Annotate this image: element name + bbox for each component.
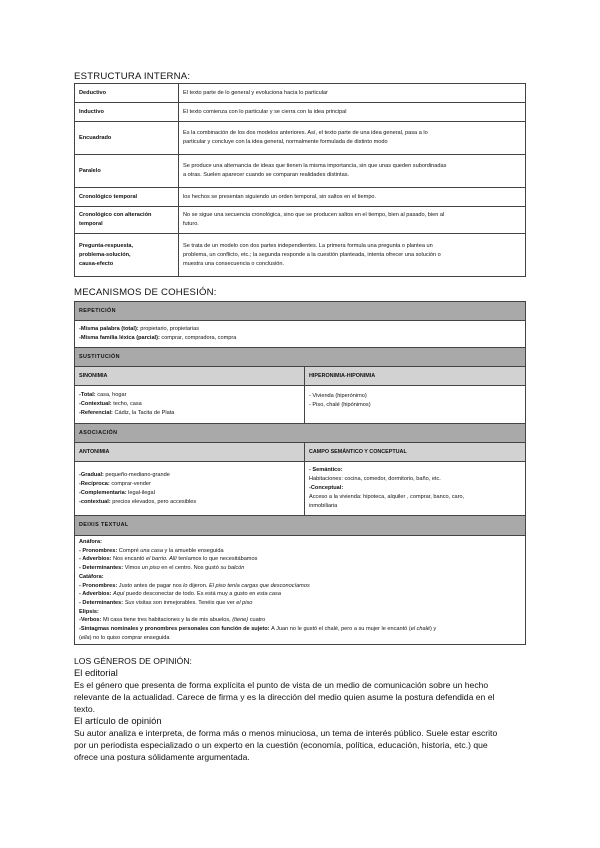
content-line	[79, 391, 300, 400]
deixis-segment: - Pronombres:	[79, 547, 119, 554]
text-line: ofrece una postura sólidamente argumentada.	[74, 752, 250, 762]
deixis-segment: El piso tenía cargas que desconocíamos	[209, 582, 310, 589]
deixis-segment: Elipsis:	[79, 608, 99, 615]
deixis-line	[79, 599, 521, 608]
deixis-segment: - Adverbios:	[79, 591, 113, 598]
label-line: Pregunta-respuesta,	[79, 242, 134, 249]
term-label: -Referencial:	[79, 410, 115, 416]
term-value: comprar, compradora, compra	[161, 335, 237, 341]
estructura-label	[75, 207, 179, 234]
desc-line: El texto parte de lo general y evoluciona hacia lo particular	[183, 89, 328, 96]
term-label: -Contextual:	[79, 401, 114, 407]
estructura-label: Cronológico temporal	[75, 188, 179, 207]
estructura-row	[75, 122, 526, 155]
term-value: pequeño-mediano-grande	[105, 471, 170, 478]
estructura-row	[75, 155, 526, 188]
campo-semantico-header: CAMPO SEMÁNTICO Y CONCEPTUAL	[305, 443, 526, 462]
deixis-segment: un piso	[141, 565, 160, 572]
term-label: - Semántico:	[309, 467, 343, 473]
term-value: Habitaciones: cocina, comedor, dormitorio, baño, etc.	[309, 476, 441, 482]
desc-line: muestra una consecuencia o conclusión.	[183, 260, 285, 267]
content-line	[309, 502, 521, 511]
deixis-segment: Anáfora:	[79, 539, 102, 545]
deixis-segment: Compré	[118, 547, 141, 554]
estructura-label: Deductivo	[75, 84, 179, 103]
desc-line: a otras. Suelen aparecer cuando se comparan realidades distintas.	[183, 172, 350, 178]
deixis-line	[79, 547, 521, 556]
deixis-segment: Catáfora:	[79, 573, 104, 580]
deixis-line	[79, 634, 521, 643]
deixis-segment: -Verbos:	[79, 617, 103, 624]
deixis-segment: visitas son inmejorables. Tenéis que ver	[134, 599, 237, 606]
editorial-text	[74, 679, 534, 715]
estructura-row	[75, 103, 526, 122]
text-line: relevante de la actualidad. Carece de firma y es la dirección del medio quien asume la postura defendida en el	[74, 692, 495, 702]
label-line: causa-efecto	[79, 260, 114, 267]
estructura-desc	[179, 188, 526, 207]
label-line: temporal	[79, 221, 103, 227]
estructura-desc	[179, 234, 526, 277]
desc-line: No se sigue una secuencia cronológica, sino que se producen saltos en el tiempo, bien al pasado, bien al	[183, 212, 445, 218]
estructura-label: Inductivo	[75, 103, 179, 122]
content-line	[79, 400, 300, 409]
term-label: -Recíproca:	[79, 480, 112, 487]
deixis-segment: A Juan no le gustó el chalé, pero a su mujer le encantó (	[271, 626, 411, 633]
term-label: -contextual:	[79, 498, 113, 505]
antonimia-content	[75, 462, 305, 516]
deixis-segment: -Sintagmas nominales y pronombres personales con función de sujeto:	[79, 626, 272, 633]
deixis-line	[79, 625, 521, 634]
estructura-row	[75, 84, 526, 103]
deixis-segment: Aquí	[112, 591, 125, 598]
deixis-segment: - Pronombres:	[79, 582, 119, 589]
sinonimia-content	[75, 386, 305, 424]
estructura-desc	[179, 84, 526, 103]
deixis-segment: una casa	[140, 547, 163, 554]
text-line: Es el género que presenta de forma explícita el punto de vista de un medio de comunicación sobre un hecho	[74, 680, 489, 690]
term-value: casa, hogar	[97, 392, 127, 398]
generos-title: LOS GÉNEROS DE OPINIÓN:	[74, 656, 192, 666]
deixis-segment: (	[79, 634, 81, 641]
label-line: Cronológico con alteración	[79, 212, 152, 218]
desc-line: los hechos se presentan siguiendo un orden temporal, sin saltos en el tiempo.	[183, 193, 377, 200]
content-line	[309, 466, 521, 475]
deixis-content	[75, 536, 526, 645]
desc-line: Es la combinación de los dos modelos anteriores. Así, el texto parte de una idea general, pasa a lo	[183, 130, 428, 136]
deixis-line	[79, 582, 521, 591]
repeticion-content	[75, 321, 526, 348]
editorial-title: El editorial	[74, 667, 118, 678]
estructura-desc	[179, 103, 526, 122]
estructura-label: Encuadrado	[75, 122, 179, 155]
term-label: -Misma palabra (total):	[79, 326, 141, 332]
term-label: -Complementaria:	[79, 489, 129, 496]
content-line	[79, 480, 300, 489]
content-line: - Vivienda (hiperónimo)	[309, 393, 367, 399]
deixis-segment: Mi casa tiene tres habitaciones y la de mis abuelos,	[102, 617, 233, 624]
desc-line: particular y concluye con la idea general, normalmente formulada de distinto modo	[183, 139, 388, 145]
deixis-segment: el piso	[236, 599, 253, 606]
content-line	[309, 475, 521, 484]
deixis-segment: Sus	[124, 599, 135, 606]
content-line	[79, 334, 521, 343]
desc-line: futuro.	[183, 221, 199, 227]
estructura-table	[74, 83, 526, 277]
repeticion-header: REPETICIÓN	[75, 302, 526, 321]
term-value: propietario, propietarias	[140, 326, 200, 332]
deixis-segment: esta casa	[256, 591, 281, 598]
sustitucion-header: SUSTITUCIÓN	[75, 348, 526, 367]
antonimia-header: ANTONIMIA	[75, 443, 305, 462]
term-value: comprar-vender	[111, 480, 151, 487]
deixis-segment: ) y	[430, 626, 437, 633]
deixis-segment: y la amueble enseguida	[162, 547, 224, 554]
cohesion-title: MECANISMOS DE COHESIÓN:	[74, 287, 217, 298]
label-line: problema-solución,	[79, 251, 131, 258]
articulo-text	[74, 727, 534, 763]
hiperonimia-content	[305, 386, 526, 424]
deixis-segment: Nos encantó	[112, 556, 146, 563]
estructura-desc	[179, 155, 526, 188]
campo-semantico-content	[305, 462, 526, 516]
deixis-segment: su balcón	[220, 565, 245, 572]
term-label: -Misma familia léxica (parcial):	[79, 335, 162, 341]
deixis-segment: - Determinantes:	[79, 599, 125, 606]
desc-line: problema, un conflicto, etc.; la segunda responde a la cuestión planteada, intenta ofrecer una solución o	[183, 251, 441, 258]
estructura-title: ESTRUCTURA INTERNA:	[74, 71, 191, 82]
content-line	[79, 489, 300, 498]
term-value: inmobiliaria	[309, 503, 338, 509]
articulo-title: El artículo de opinión	[74, 715, 162, 726]
term-value: techo, casa	[113, 401, 142, 407]
deixis-segment: dijeron.	[187, 582, 209, 589]
asociacion-header: ASOCIACIÓN	[75, 424, 526, 443]
deixis-segment: puedo desconectar de todo. Es está muy a gusto en	[124, 591, 257, 598]
hiperonimia-header: HIPERONIMIA-HIPONIMIA	[305, 367, 526, 386]
deixis-segment: Vimos	[124, 565, 142, 572]
deixis-segment: - Determinantes:	[79, 565, 125, 572]
term-value: Cádiz, la Tacita de Plata	[114, 410, 175, 416]
deixis-segment: lo	[183, 582, 188, 589]
deixis-segment: Justo antes de pagar nos	[118, 582, 184, 589]
term-value: precios elevados, pero accesibles	[112, 498, 197, 505]
content-line	[79, 498, 300, 507]
estructura-desc	[179, 207, 526, 234]
deixis-header: DEIXIS TEXTUAL	[75, 516, 526, 536]
content-line	[309, 484, 521, 493]
text-line: Su autor analiza e interpreta, de forma más o menos minuciosa, un tema de interés público. Suele estar escrito	[74, 728, 498, 738]
deixis-line	[79, 616, 521, 625]
deixis-segment: cuatro	[248, 617, 266, 624]
deixis-segment: el barrio. Allí	[145, 556, 177, 563]
term-label: -Gradual:	[79, 471, 106, 478]
estructura-label: Paralelo	[75, 155, 179, 188]
content-line	[79, 471, 300, 480]
deixis-segment: - Adverbios:	[79, 556, 113, 563]
text-line: texto.	[74, 704, 96, 714]
desc-line: Se produce una alternancia de ideas que tienen la misma importancia, sin que unas queden subordinadas	[183, 163, 447, 169]
content-line	[79, 325, 521, 334]
desc-line: El texto comienza con lo particular y se cierra con la idea principal	[183, 108, 347, 115]
deixis-segment: el chalé	[410, 626, 430, 633]
deixis-line	[79, 555, 521, 564]
sinonimia-header: SINONIMIA	[75, 367, 305, 386]
deixis-line	[79, 538, 521, 547]
desc-line: Se trata de un modelo con dos partes independientes. La primera formula una pregunta o plantea un	[183, 242, 433, 249]
term-label: -Total:	[79, 392, 98, 398]
term-label: -Conceptual:	[309, 485, 344, 491]
deixis-segment: ) no lo quiso comprar enseguida	[89, 634, 170, 641]
deixis-line	[79, 564, 521, 573]
deixis-line	[79, 608, 521, 617]
term-value: legal-ilegal	[128, 489, 155, 496]
cohesion-table	[74, 301, 526, 645]
deixis-segment: ella	[80, 634, 90, 641]
deixis-line	[79, 573, 521, 582]
estructura-row	[75, 207, 526, 234]
deixis-segment: en el centro. Nos gustó	[159, 565, 221, 572]
estructura-desc	[179, 122, 526, 155]
text-line: por un periodista especializado o un experto en la cuestión (economía, política, educación, historia, etc.) que	[74, 740, 488, 750]
deixis-segment: (tiene)	[232, 617, 249, 624]
content-line	[309, 493, 521, 502]
estructura-label	[75, 234, 179, 277]
deixis-line	[79, 590, 521, 599]
estructura-row	[75, 234, 526, 277]
term-value: Acceso a la vivienda: hipoteca, alquiler , comprar, banco, caro,	[309, 494, 465, 500]
generos-section	[74, 655, 534, 763]
content-line: - Piso, chalé (hipónimos)	[309, 402, 371, 408]
content-line	[79, 409, 300, 418]
deixis-segment: teníamos lo que necesitábamos	[176, 556, 258, 563]
estructura-row	[75, 188, 526, 207]
